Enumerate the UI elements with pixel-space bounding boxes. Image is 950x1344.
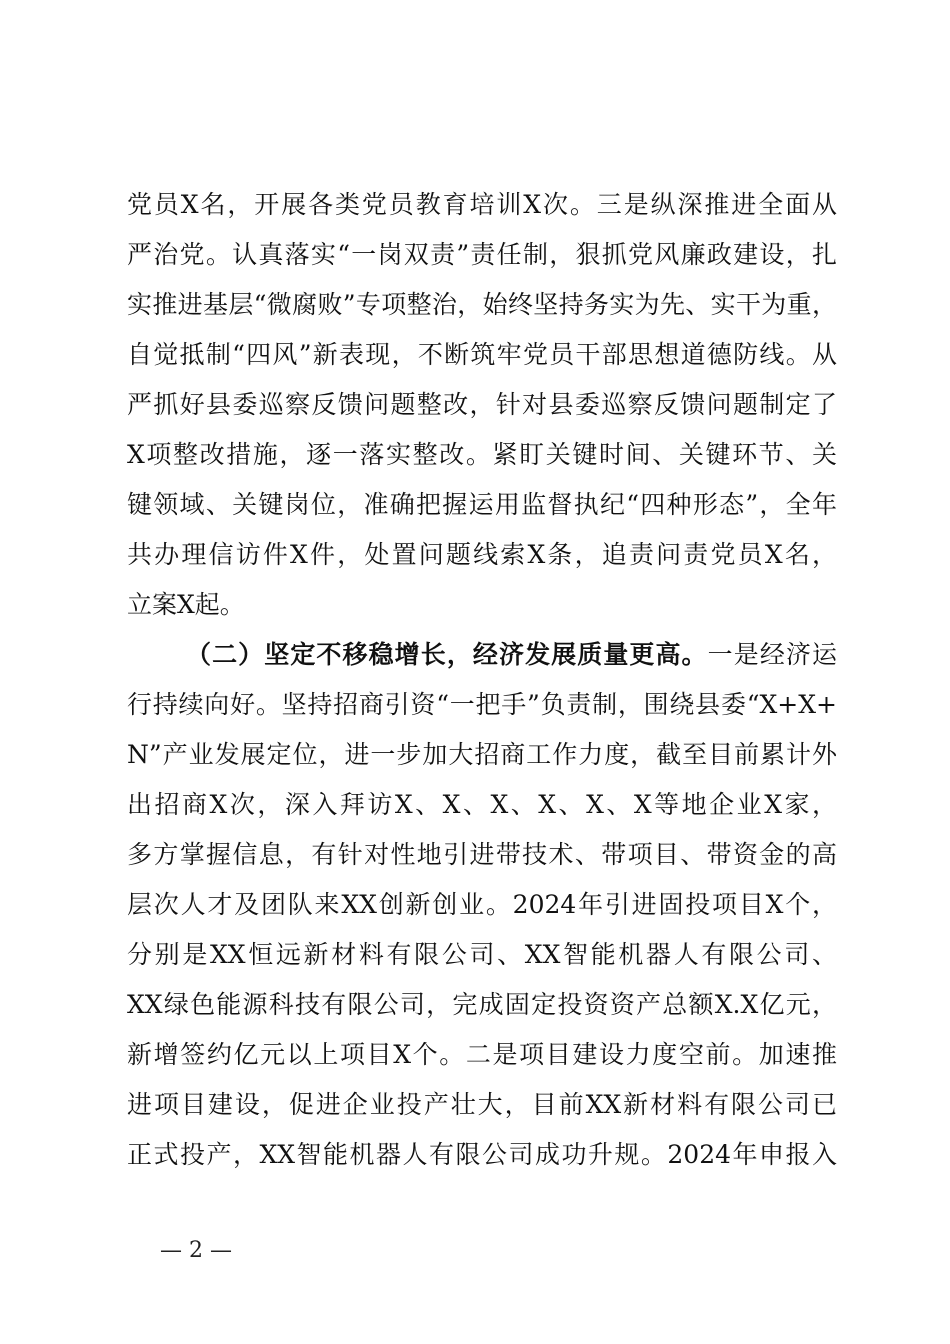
- section-2-line-2: N”产业发展定位，进一步加大招商工作力度，截至目前累计外: [127, 740, 837, 769]
- section-2-heading: （二）坚定不移稳增长，经济发展质量更高。: [186, 640, 708, 669]
- body-line-6: X项整改措施，逐一落实整改。紧盯关键时间、关键环节、关: [127, 440, 837, 469]
- section-2-line-4: 多方掌握信息，有针对性地引进带技术、带项目、带资金的高: [127, 840, 837, 869]
- section-2-line-10: 正式投产，XX智能机器人有限公司成功升规。2024年申报入: [127, 1140, 837, 1169]
- body-line-3: 实推进基层“微腐败”专项整治，始终坚持务实为先、实干为重，: [127, 290, 837, 319]
- body-line-2: 严治党。认真落实“一岗双责”责任制，狠抓党风廉政建设，扎: [127, 240, 837, 269]
- body-line-4: 自觉抵制“四风”新表现，不断筑牢党员干部思想道德防线。从: [127, 340, 837, 369]
- body-line-1: 党员X名，开展各类党员教育培训X次。三是纵深推进全面从: [127, 190, 837, 219]
- body-line-9: 立案X起。: [127, 590, 245, 619]
- body-line-7: 键领域、关键岗位，准确把握运用监督执纪“四种形态”，全年: [127, 490, 837, 519]
- section-2-first-line-rest: 一是经济运: [707, 640, 837, 669]
- body-line-5: 严抓好县委巡察反馈问题整改，针对县委巡察反馈问题制定了: [127, 390, 837, 419]
- section-2-line-1: 行持续向好。坚持招商引资“一把手”负责制，围绕县委“X+X+: [127, 690, 837, 719]
- section-2-line-5: 层次人才及团队来XX创新创业。2024年引进固投项目X个，: [127, 890, 837, 919]
- body-line-8: 共办理信访件X件，处置问题线索X条，追责问责党员X名，: [127, 540, 837, 569]
- section-2-line-8: 新增签约亿元以上项目X个。二是项目建设力度空前。加速推: [127, 1040, 837, 1069]
- section-2-line-9: 进项目建设，促进企业投产壮大，目前XX新材料有限公司已: [127, 1090, 837, 1119]
- section-2-first-line: [186, 635, 837, 675]
- section-2-line-3: 出招商X次，深入拜访X、X、X、X、X、X等地企业X家，: [127, 790, 837, 819]
- section-2-line-6: 分别是XX恒远新材料有限公司、XX智能机器人有限公司、: [127, 940, 837, 969]
- section-2-line-7: XX绿色能源科技有限公司，完成固定投资资产总额X.X亿元，: [127, 990, 837, 1019]
- page-number: — 2 —: [160, 1238, 232, 1263]
